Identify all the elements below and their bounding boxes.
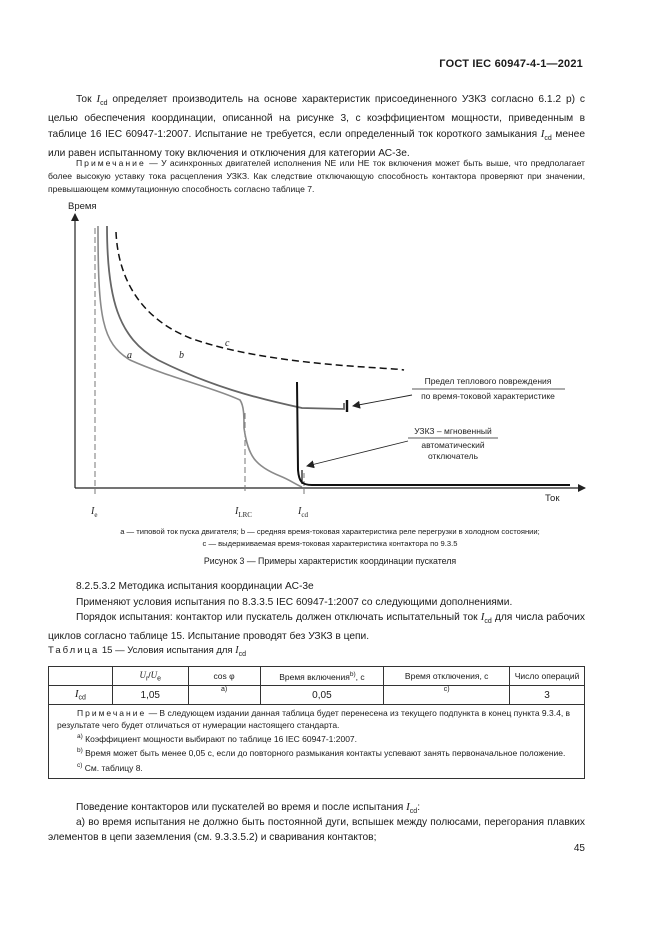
header-break-time: Время отключения, с — [384, 667, 510, 686]
section-heading: 8.2.5.3.2 Методика испытания координации АС-3е — [76, 581, 314, 592]
behaviour-paragraph-1: Поведение контакторов или пускателей во время и после испытания $I_{cd}$: — [76, 801, 421, 816]
header-make-time: Время включения$^{b)}$, с — [260, 667, 384, 686]
curve-a-label: a — [127, 350, 132, 361]
callout-thermal-arrow — [353, 395, 412, 406]
cell-ur-ue: 1,05 — [112, 686, 188, 705]
callout-thermal-line2: по время-токовой характеристике — [421, 391, 555, 401]
y-axis-label: Время — [68, 201, 97, 212]
curve-b-label: b — [179, 350, 184, 361]
note-asynchronous-motors: Примечание — У асинхронных двигателей исполнения NE или HE ток включения может быть выше, что предполагает более высокую уставку тока расцепления УЗКЗ. Как следствие отключающую способность контактора проверяют при значении, превышающем коммутационную способность согласно таблице 7. — [48, 158, 585, 194]
header-operations: Число операций — [510, 667, 585, 686]
callout-scpd-line2: автоматический — [421, 440, 485, 450]
icd-label: $I_{cd}$ — [298, 506, 308, 518]
paragraph-icd-definition: Ток $I_{cd}$ определяет производитель на основе характеристик присоединенного УЗКЗ согласно 6.1.2 р) с целью обеспечения координации, описанной на рисунке 3, с коэффициентом мощности, приведенным в таблице 16 IEC 60947-1:2007. Испытание не требуется, если определенный ток короткого замыкания $I_{cd}$ менее или равен испытанному току включения и отключения для категории АС-3е. — [48, 93, 585, 160]
cell-break-time: c) — [384, 686, 510, 705]
table-15-test-conditions — [48, 666, 585, 779]
ilrc-label: $I_{LRC}$ — [235, 506, 252, 518]
figure-3-coordination-chart — [40, 198, 620, 518]
cell-operations: 3 — [510, 686, 585, 705]
document-header: ГОСТ IEC 60947-4-1—2021 — [439, 58, 583, 70]
page-number: 45 — [573, 843, 585, 854]
cell-make-time: 0,05 — [260, 686, 384, 705]
section-paragraph-1: Применяют условия испытания по 8.3.3.5 IEC 60947-1:2007 со следующими дополнениями. — [76, 597, 513, 608]
table-header-row — [49, 667, 585, 686]
table-notes: Примечание — В следующем издании данная таблица будет перенесена из текущего подпункта в конец пункта 9.3.4, в результате чего будет отличаться от нумерации настоящего стандарта. $^{a)}$ Коэффициент мощности выбирают по таблице 16 IEC 60947-1:2007. $^{b)}$ Время может быть менее 0,05 с, если до повторного размыкания контакты успевают занять первоначальное положение. $^{c)}$ См. таблицу 8. — [49, 705, 585, 779]
header-empty — [49, 667, 113, 686]
cell-cos-phi: a) — [188, 686, 260, 705]
figure-caption-line1: a — типовой ток пуска двигателя; b — средняя время-токовая характеристика реле перегрузки в холодном состоянии; — [120, 527, 540, 536]
ie-label: $I_e$ — [91, 506, 98, 518]
curve-c-contactor-withstand — [116, 232, 404, 370]
callout-scpd-line3: отключатель — [428, 451, 478, 461]
figure-caption-line2: c — выдерживаемая время-токовая характеристика контактора по 9.3.5 — [202, 539, 458, 548]
header-cos-phi: cos φ — [188, 667, 260, 686]
callout-thermal-line1: Предел теплового повреждения — [424, 376, 552, 386]
section-paragraph-2: Порядок испытания: контактор или пускатель должен отключать испытательный ток $I_{cd}$ для числа рабочих циклов согласно таблице 15. Испытание проводят без УЗКЗ в цепи. — [48, 611, 585, 643]
table-15-title: Таблица 15 — Условия испытания для $I_{cd}$ — [48, 645, 246, 658]
table-note-row — [49, 705, 585, 779]
x-axis-label: Ток — [545, 493, 560, 504]
callout-scpd-arrow — [307, 441, 408, 466]
figure-title: Рисунок 3 — Примеры характеристик координации пускателя — [203, 556, 457, 566]
header-ur-ue: $U_r/U_e$ — [112, 667, 188, 686]
curve-b-overload-relay — [107, 226, 344, 409]
curve-c-label: c — [225, 338, 230, 349]
row-label: $I_{cd}$ — [49, 686, 113, 705]
behaviour-paragraph-2: а) во время испытания не должно быть постоянной дуги, вспышек между полюсами, перегорания плавких элементов в цепи заземления (см. 9.3.3.5.2) и сваривания контактов; — [48, 817, 585, 844]
callout-scpd-line1: УЗКЗ – мгновенный — [414, 426, 492, 436]
table-data-row — [49, 686, 585, 705]
